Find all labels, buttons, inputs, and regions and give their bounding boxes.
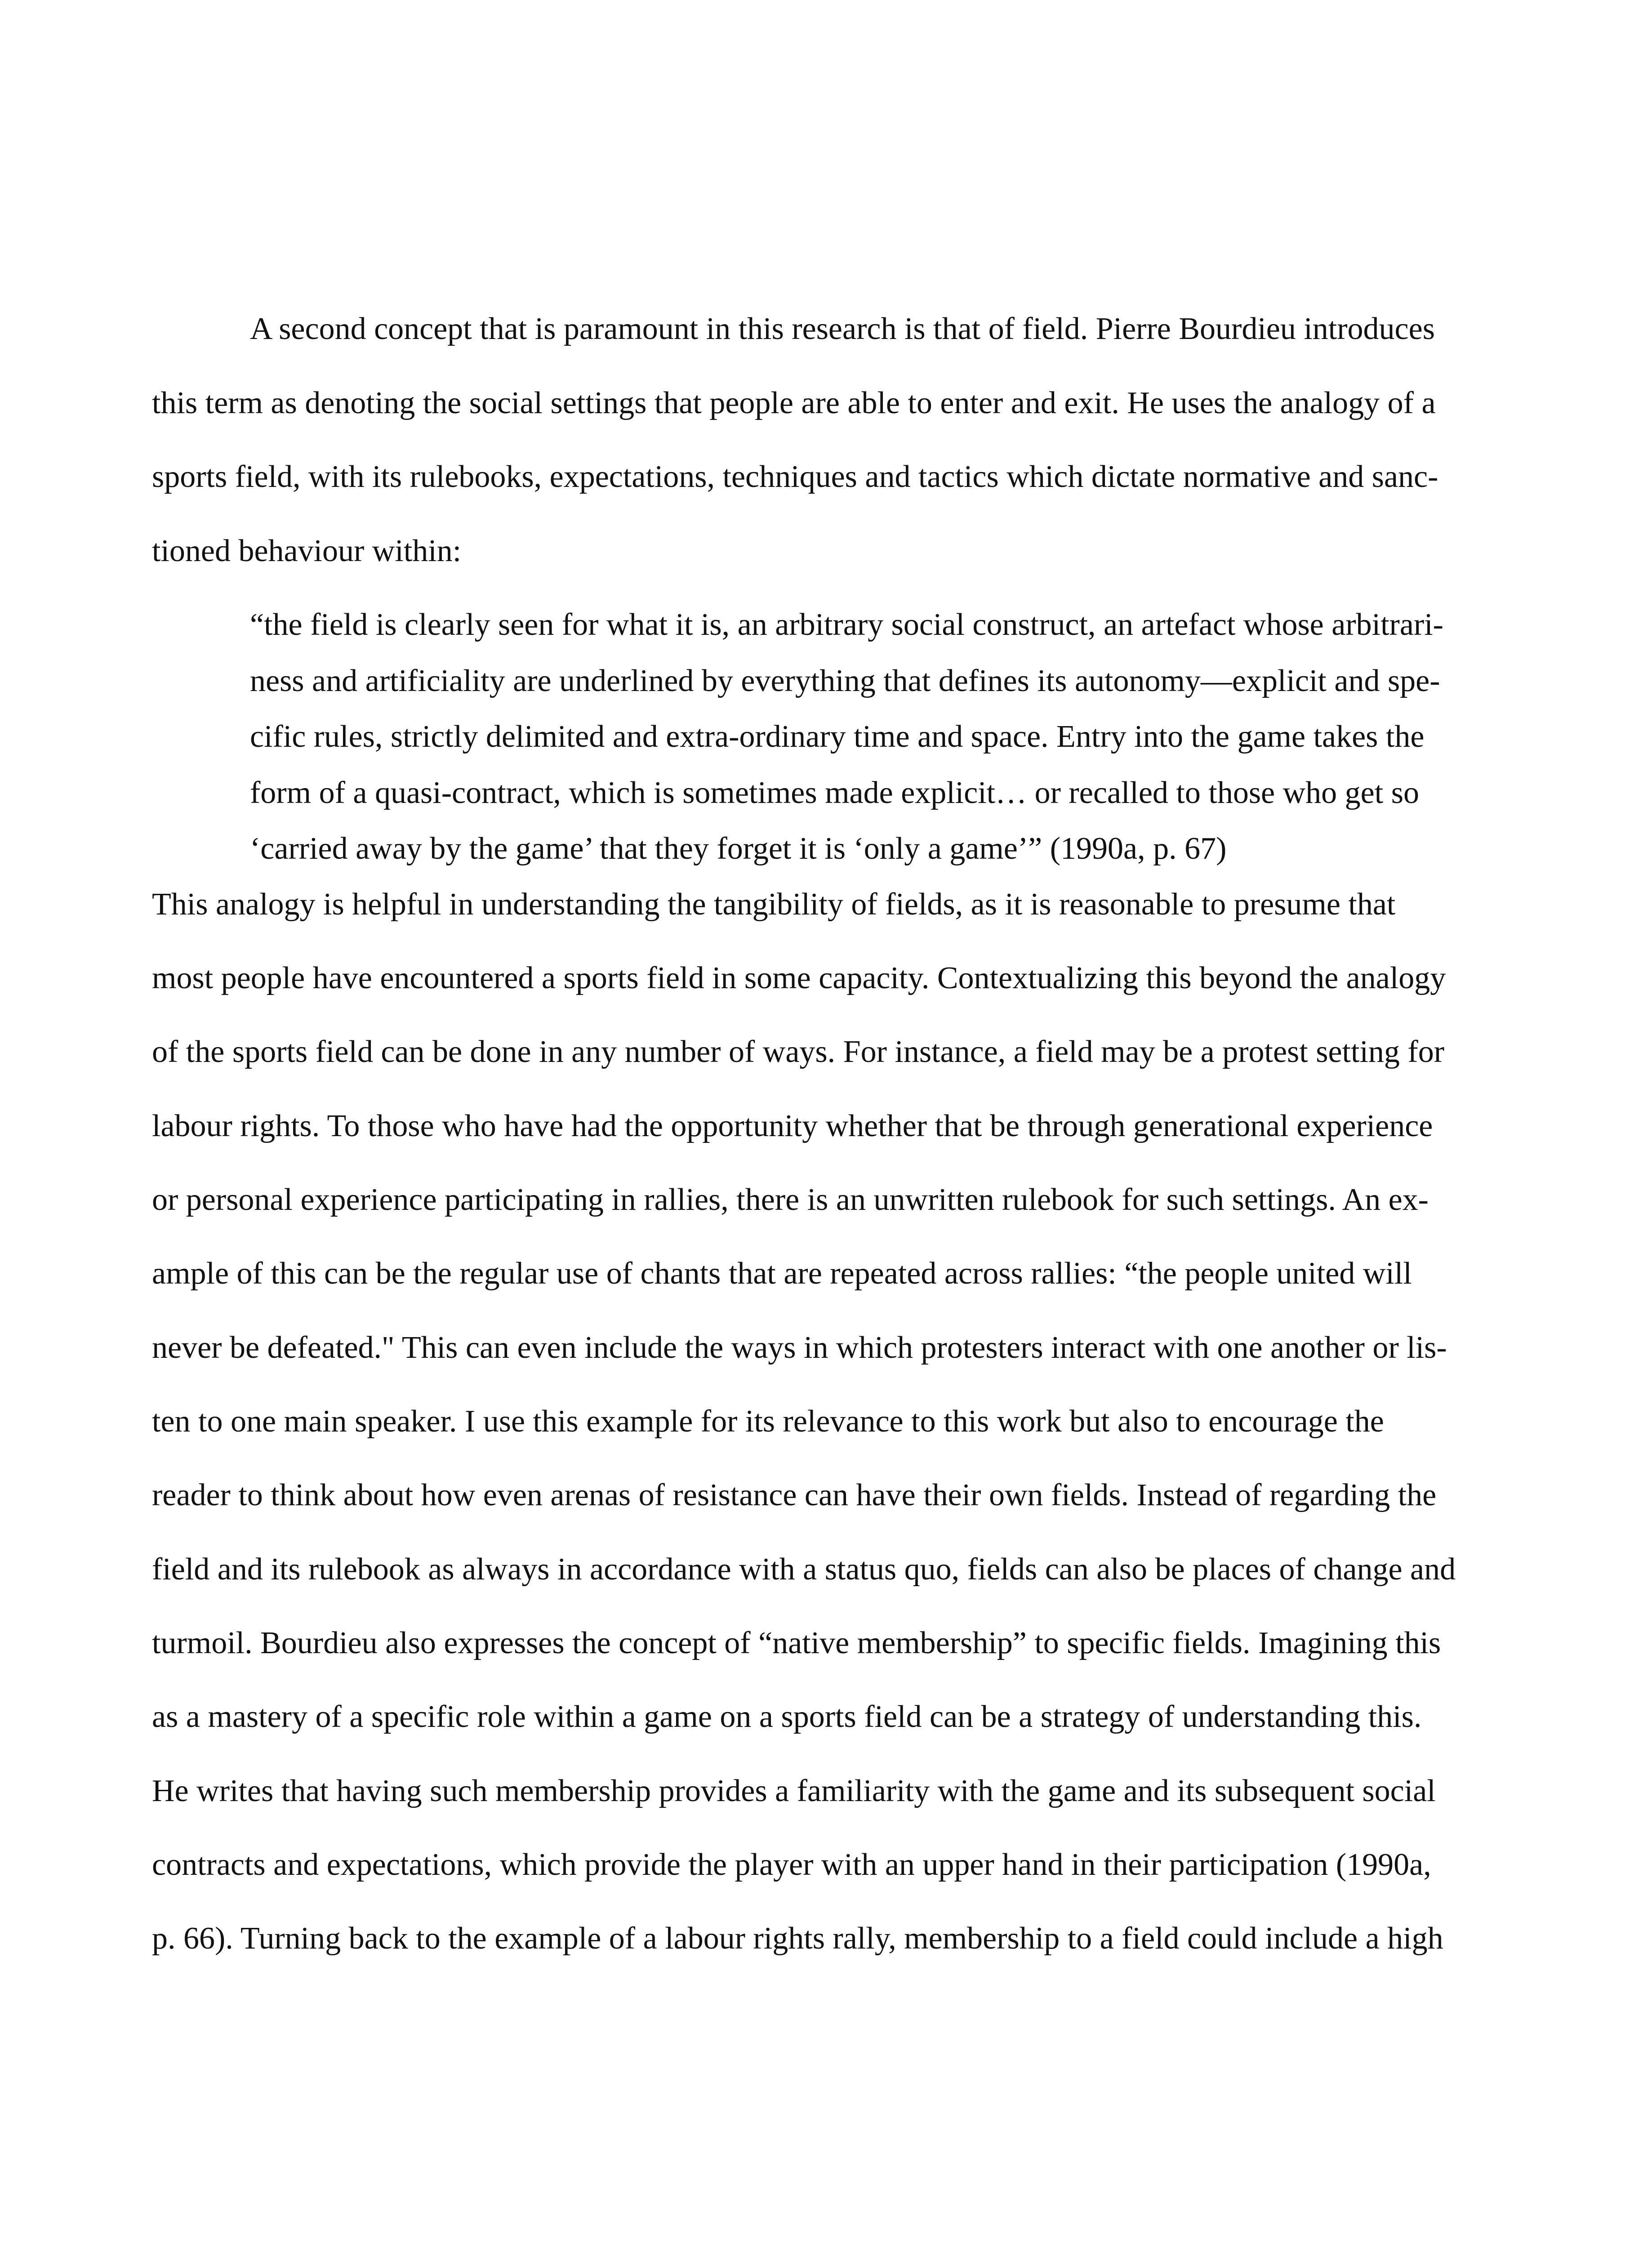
body-line: reader to think about how even arenas of resistance can have their own fields. Instead of regarding the bbox=[152, 1478, 1437, 1512]
body-line: or personal experience participating in rallies, there is an unwritten rulebook for such settings. An ex- bbox=[152, 1182, 1429, 1217]
body-line: ample of this can be the regular use of chants that are repeated across rallies: “the people united will bbox=[152, 1256, 1412, 1291]
body-line: contracts and expectations, which provide the player with an upper hand in their participation (1990a, bbox=[152, 1847, 1431, 1882]
body-line: sports field, with its rulebooks, expectations, techniques and tactics which dictate normative and sanc- bbox=[152, 459, 1438, 494]
quote-line: form of a quasi-contract, which is sometimes made explicit… or recalled to those who get so bbox=[250, 776, 1419, 810]
body-line: tioned behaviour within: bbox=[152, 534, 462, 568]
body-line: p. 66). Turning back to the example of a labour rights rally, membership to a field could include a high bbox=[152, 1921, 1443, 1956]
body-line: ten to one main speaker. I use this example for its relevance to this work but also to encourage the bbox=[152, 1404, 1384, 1439]
body-line: labour rights. To those who have had the opportunity whether that be through generational experience bbox=[152, 1109, 1433, 1143]
quote-line: cific rules, strictly delimited and extra-ordinary time and space. Entry into the game takes the bbox=[250, 719, 1425, 754]
body-line: most people have encountered a sports field in some capacity. Contextualizing this beyond the analogy bbox=[152, 961, 1446, 995]
body-line: A second concept that is paramount in this research is that of field. Pierre Bourdieu introduces bbox=[250, 312, 1435, 346]
quote-line: ‘carried away by the game’ that they forget it is ‘only a game’” (1990a, p. 67) bbox=[250, 831, 1227, 866]
body-line: as a mastery of a specific role within a game on a sports field can be a strategy of understanding this. bbox=[152, 1699, 1422, 1734]
body-line: never be defeated." This can even include the ways in which protesters interact with one another or lis- bbox=[152, 1330, 1447, 1365]
body-line: this term as denoting the social settings that people are able to enter and exit. He uses the analogy of a bbox=[152, 386, 1436, 420]
body-line: of the sports field can be done in any number of ways. For instance, a field may be a protest setting for bbox=[152, 1035, 1445, 1069]
body-line: This analogy is helpful in understanding the tangibility of fields, as it is reasonable to presume that bbox=[152, 887, 1396, 922]
body-line: turmoil. Bourdieu also expresses the concept of “native membership” to specific fields. Imagining this bbox=[152, 1626, 1441, 1660]
body-line: He writes that having such membership provides a familiarity with the game and its subsequent social bbox=[152, 1774, 1436, 1808]
body-line: field and its rulebook as always in accordance with a status quo, fields can also be places of change and bbox=[152, 1552, 1456, 1587]
quote-line: “the field is clearly seen for what it is, an arbitrary social construct, an artefact whose arbitrari- bbox=[250, 607, 1443, 642]
quote-line: ness and artificiality are underlined by everything that defines its autonomy—explicit and spe- bbox=[250, 664, 1440, 698]
